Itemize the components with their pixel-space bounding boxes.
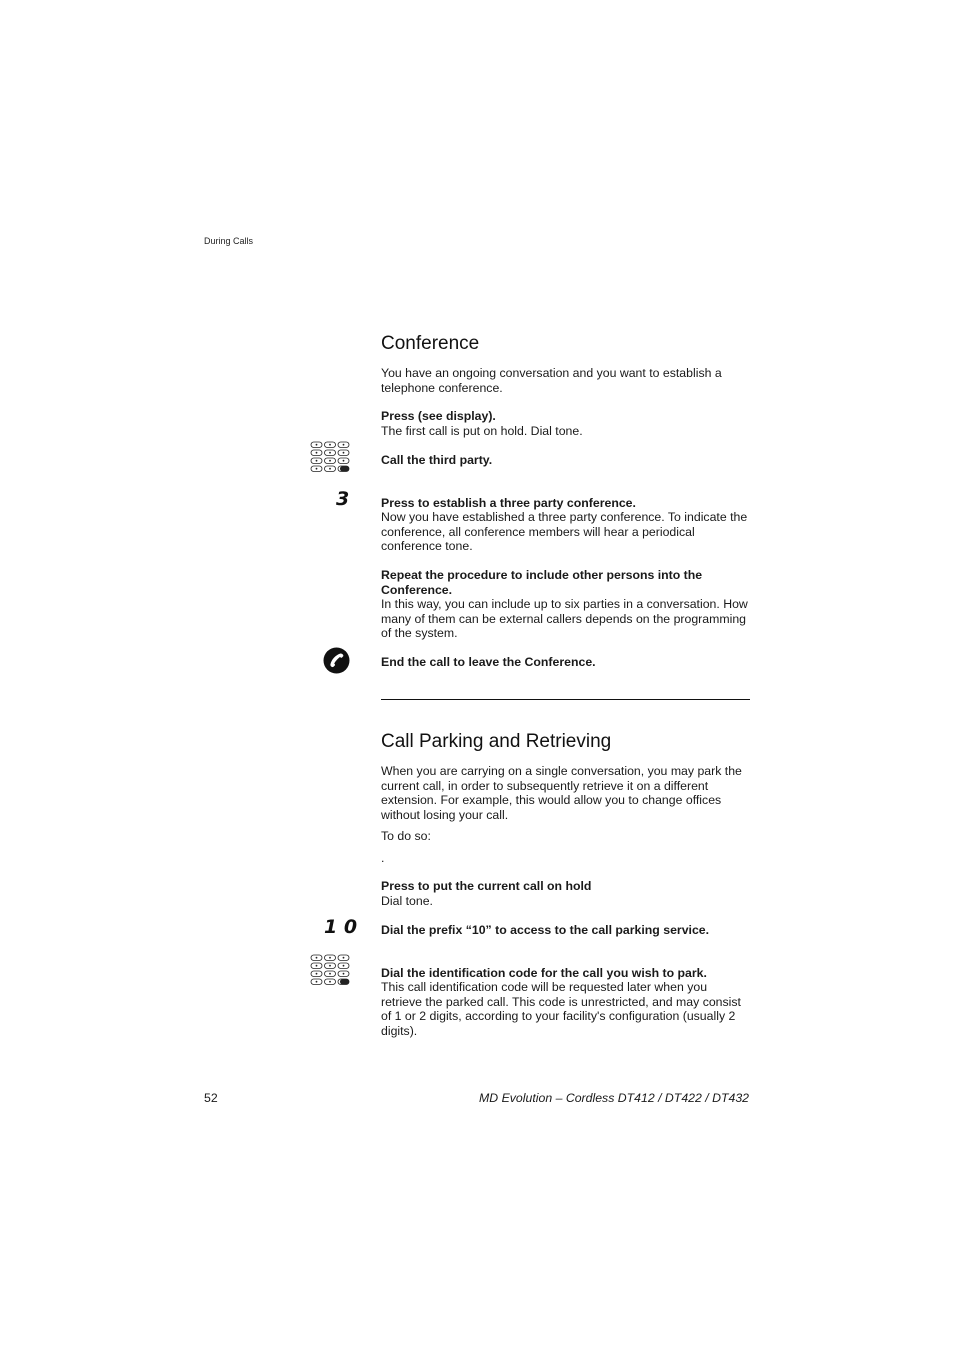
parking-heading: Call Parking and Retrieving: [381, 731, 612, 752]
key-3-label: 3: [336, 488, 350, 510]
keypad-icon: [310, 954, 350, 988]
conference-step4-text: In this way, you can include up to six parties in a conversation. How many of them can be external callers depends on the programming of the system.: [381, 597, 748, 641]
conference-intro: You have an ongoing conversation and you want to establish a telephone conference.: [381, 366, 722, 395]
running-header: During Calls: [204, 236, 254, 246]
parking-step3-title: Dial the identification code for the call you wish to park.: [381, 966, 707, 980]
page-number: 52: [204, 1091, 218, 1105]
conference-heading: Conference: [381, 333, 480, 354]
conference-step3-text: Now you have established a three party conference. To indicate the conference, all conference members will hear a periodical conference tone.: [381, 510, 748, 554]
conference-step1-text: The first call is put on hold. Dial tone.: [381, 424, 583, 438]
conference-step1-title: Press (see display).: [381, 409, 496, 423]
parking-step1-title: Press to put the current call on hold: [381, 879, 592, 893]
end-call-icon: [323, 647, 350, 674]
document-title: MD Evolution – Cordless DT412 / DT422 / DT432: [479, 1091, 749, 1105]
parking-todo: To do so:: [381, 829, 431, 843]
parking-dot: .: [381, 851, 385, 865]
parking-step2-title: Dial the prefix “10” to access to the call parking service.: [381, 923, 710, 937]
section-divider: [381, 699, 750, 700]
parking-step3-text: This call identification code will be requested later when you retrieve the parked call. This code is unrestricted, and may consist of 1 or 2 digits, according to your facility's configuration (usually 2 digits).: [381, 980, 741, 1038]
conference-step5-title: End the call to leave the Conference.: [381, 655, 596, 669]
parking-step1-text: Dial tone.: [381, 894, 433, 908]
key-10-label: 1 0: [324, 916, 358, 938]
conference-step3-title: Press to establish a three party conference.: [381, 496, 636, 510]
parking-intro: When you are carrying on a single conversation, you may park the current call, in order to subsequently retrieve it on a different extension. For example, this would allow you to change offices without losing your call.: [381, 764, 742, 822]
keypad-icon: [310, 441, 350, 475]
conference-step2-title: Call the third party.: [381, 453, 493, 467]
conference-step4-title: Repeat the procedure to include other persons into the Conference.: [381, 568, 703, 597]
